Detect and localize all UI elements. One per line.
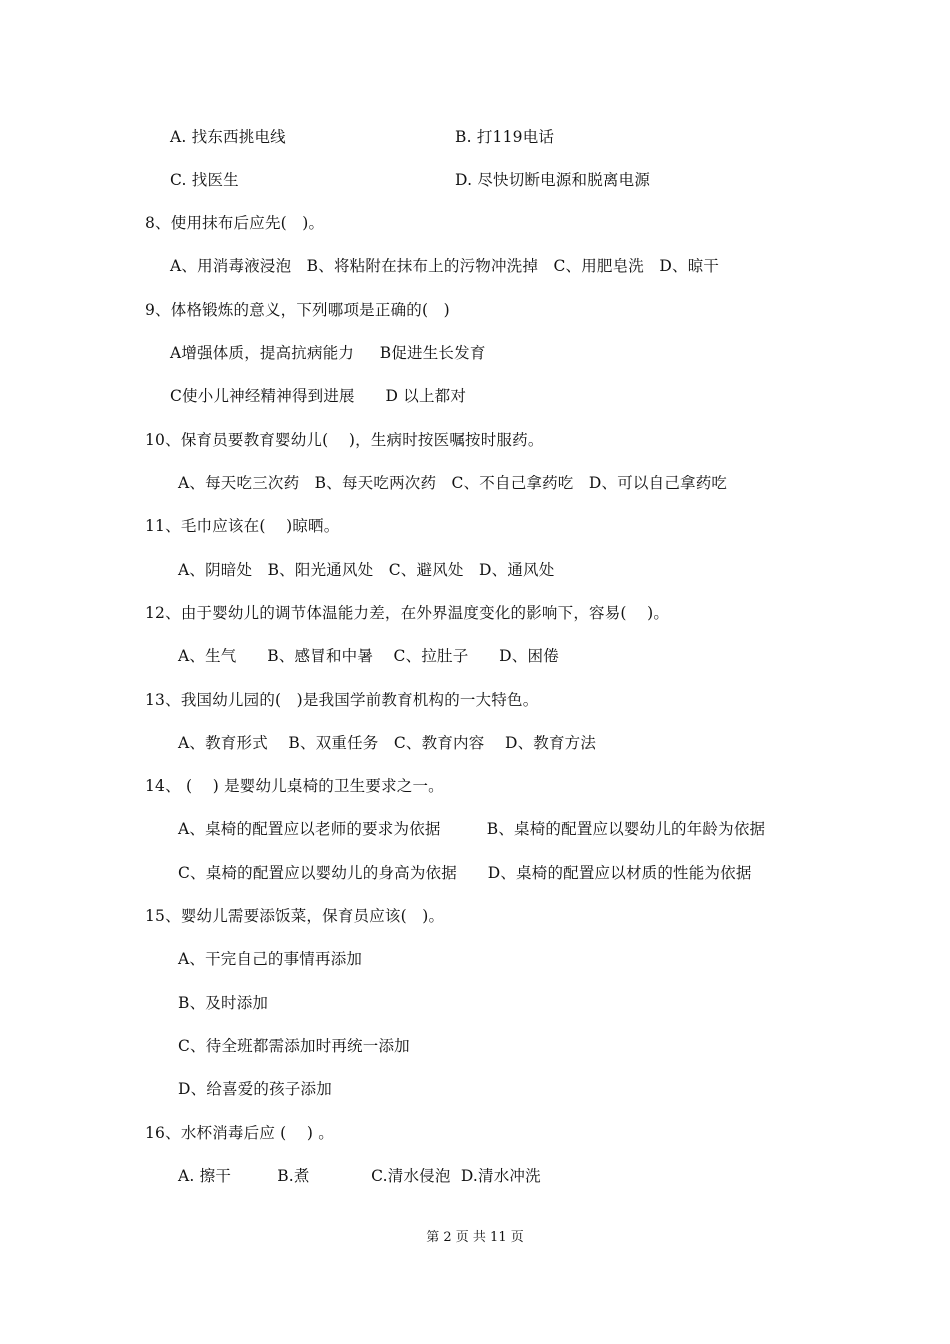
q7-option-a: A. 找东西挑电线 xyxy=(170,128,286,146)
q16-stem: 16、水杯消毒后应 ( ) 。 xyxy=(145,1124,334,1142)
q14-options-ab: A、桌椅的配置应以老师的要求为依据 B、桌椅的配置应以婴幼儿的年龄为依据 xyxy=(178,820,766,838)
q15-option-b: B、及时添加 xyxy=(178,994,269,1012)
q10-stem: 10、保育员要教育婴幼儿( )，生病时按医嘱按时服药。 xyxy=(145,431,544,449)
q15-stem: 15、婴幼儿需要添饭菜，保育员应该( )。 xyxy=(145,907,445,925)
q15-option-a: A、干完自己的事情再添加 xyxy=(178,950,363,968)
q13-stem: 13、我国幼儿园的( )是我国学前教育机构的一大特色。 xyxy=(145,691,539,709)
q8-stem: 8、使用抹布后应先( )。 xyxy=(145,214,325,232)
q16-options: A. 擦干 B.煮 C.清水侵泡 D.清水冲洗 xyxy=(178,1167,541,1185)
q15-option-d: D、给喜爱的孩子添加 xyxy=(178,1080,332,1098)
q7-option-b: B. 打119电话 xyxy=(455,128,555,146)
q11-stem: 11、毛巾应该在( )晾晒。 xyxy=(145,517,340,535)
q12-stem: 12、由于婴幼儿的调节体温能力差，在外界温度变化的影响下，容易( )。 xyxy=(145,604,670,622)
q7-option-c: C. 找医生 xyxy=(170,171,239,189)
q9-options-cd: C使小儿神经精神得到进展 D 以上都对 xyxy=(170,387,467,405)
q8-options: A、用消毒液浸泡 B、将粘附在抹布上的污物冲洗掉 C、用肥皂洗 D、晾干 xyxy=(170,257,720,275)
q9-options-ab: A增强体质，提高抗病能力 B促进生长发育 xyxy=(170,344,486,362)
q12-options: A、生气 B、感冒和中暑 C、拉肚子 D、困倦 xyxy=(178,647,559,665)
q10-options: A、每天吃三次药 B、每天吃两次药 C、不自己拿药吃 D、可以自己拿药吃 xyxy=(178,474,728,492)
q15-option-c: C、待全班都需添加时再统一添加 xyxy=(178,1037,410,1055)
q11-options: A、阴暗处 B、阳光通风处 C、避风处 D、通风处 xyxy=(178,561,555,579)
q7-option-d: D. 尽快切断电源和脱离电源 xyxy=(455,171,651,189)
q9-stem: 9、体格锻炼的意义，下列哪项是正确的( ) xyxy=(145,301,450,319)
q14-stem: 14、 ( ) 是婴幼儿桌椅的卫生要求之一。 xyxy=(145,777,444,795)
q13-options: A、教育形式 B、双重任务 C、教育内容 D、教育方法 xyxy=(178,734,597,752)
q14-options-cd: C、桌椅的配置应以婴幼儿的身高为依据 D、桌椅的配置应以材质的性能为依据 xyxy=(178,864,752,882)
page-footer: 第 2 页 共 11 页 xyxy=(426,1230,524,1245)
